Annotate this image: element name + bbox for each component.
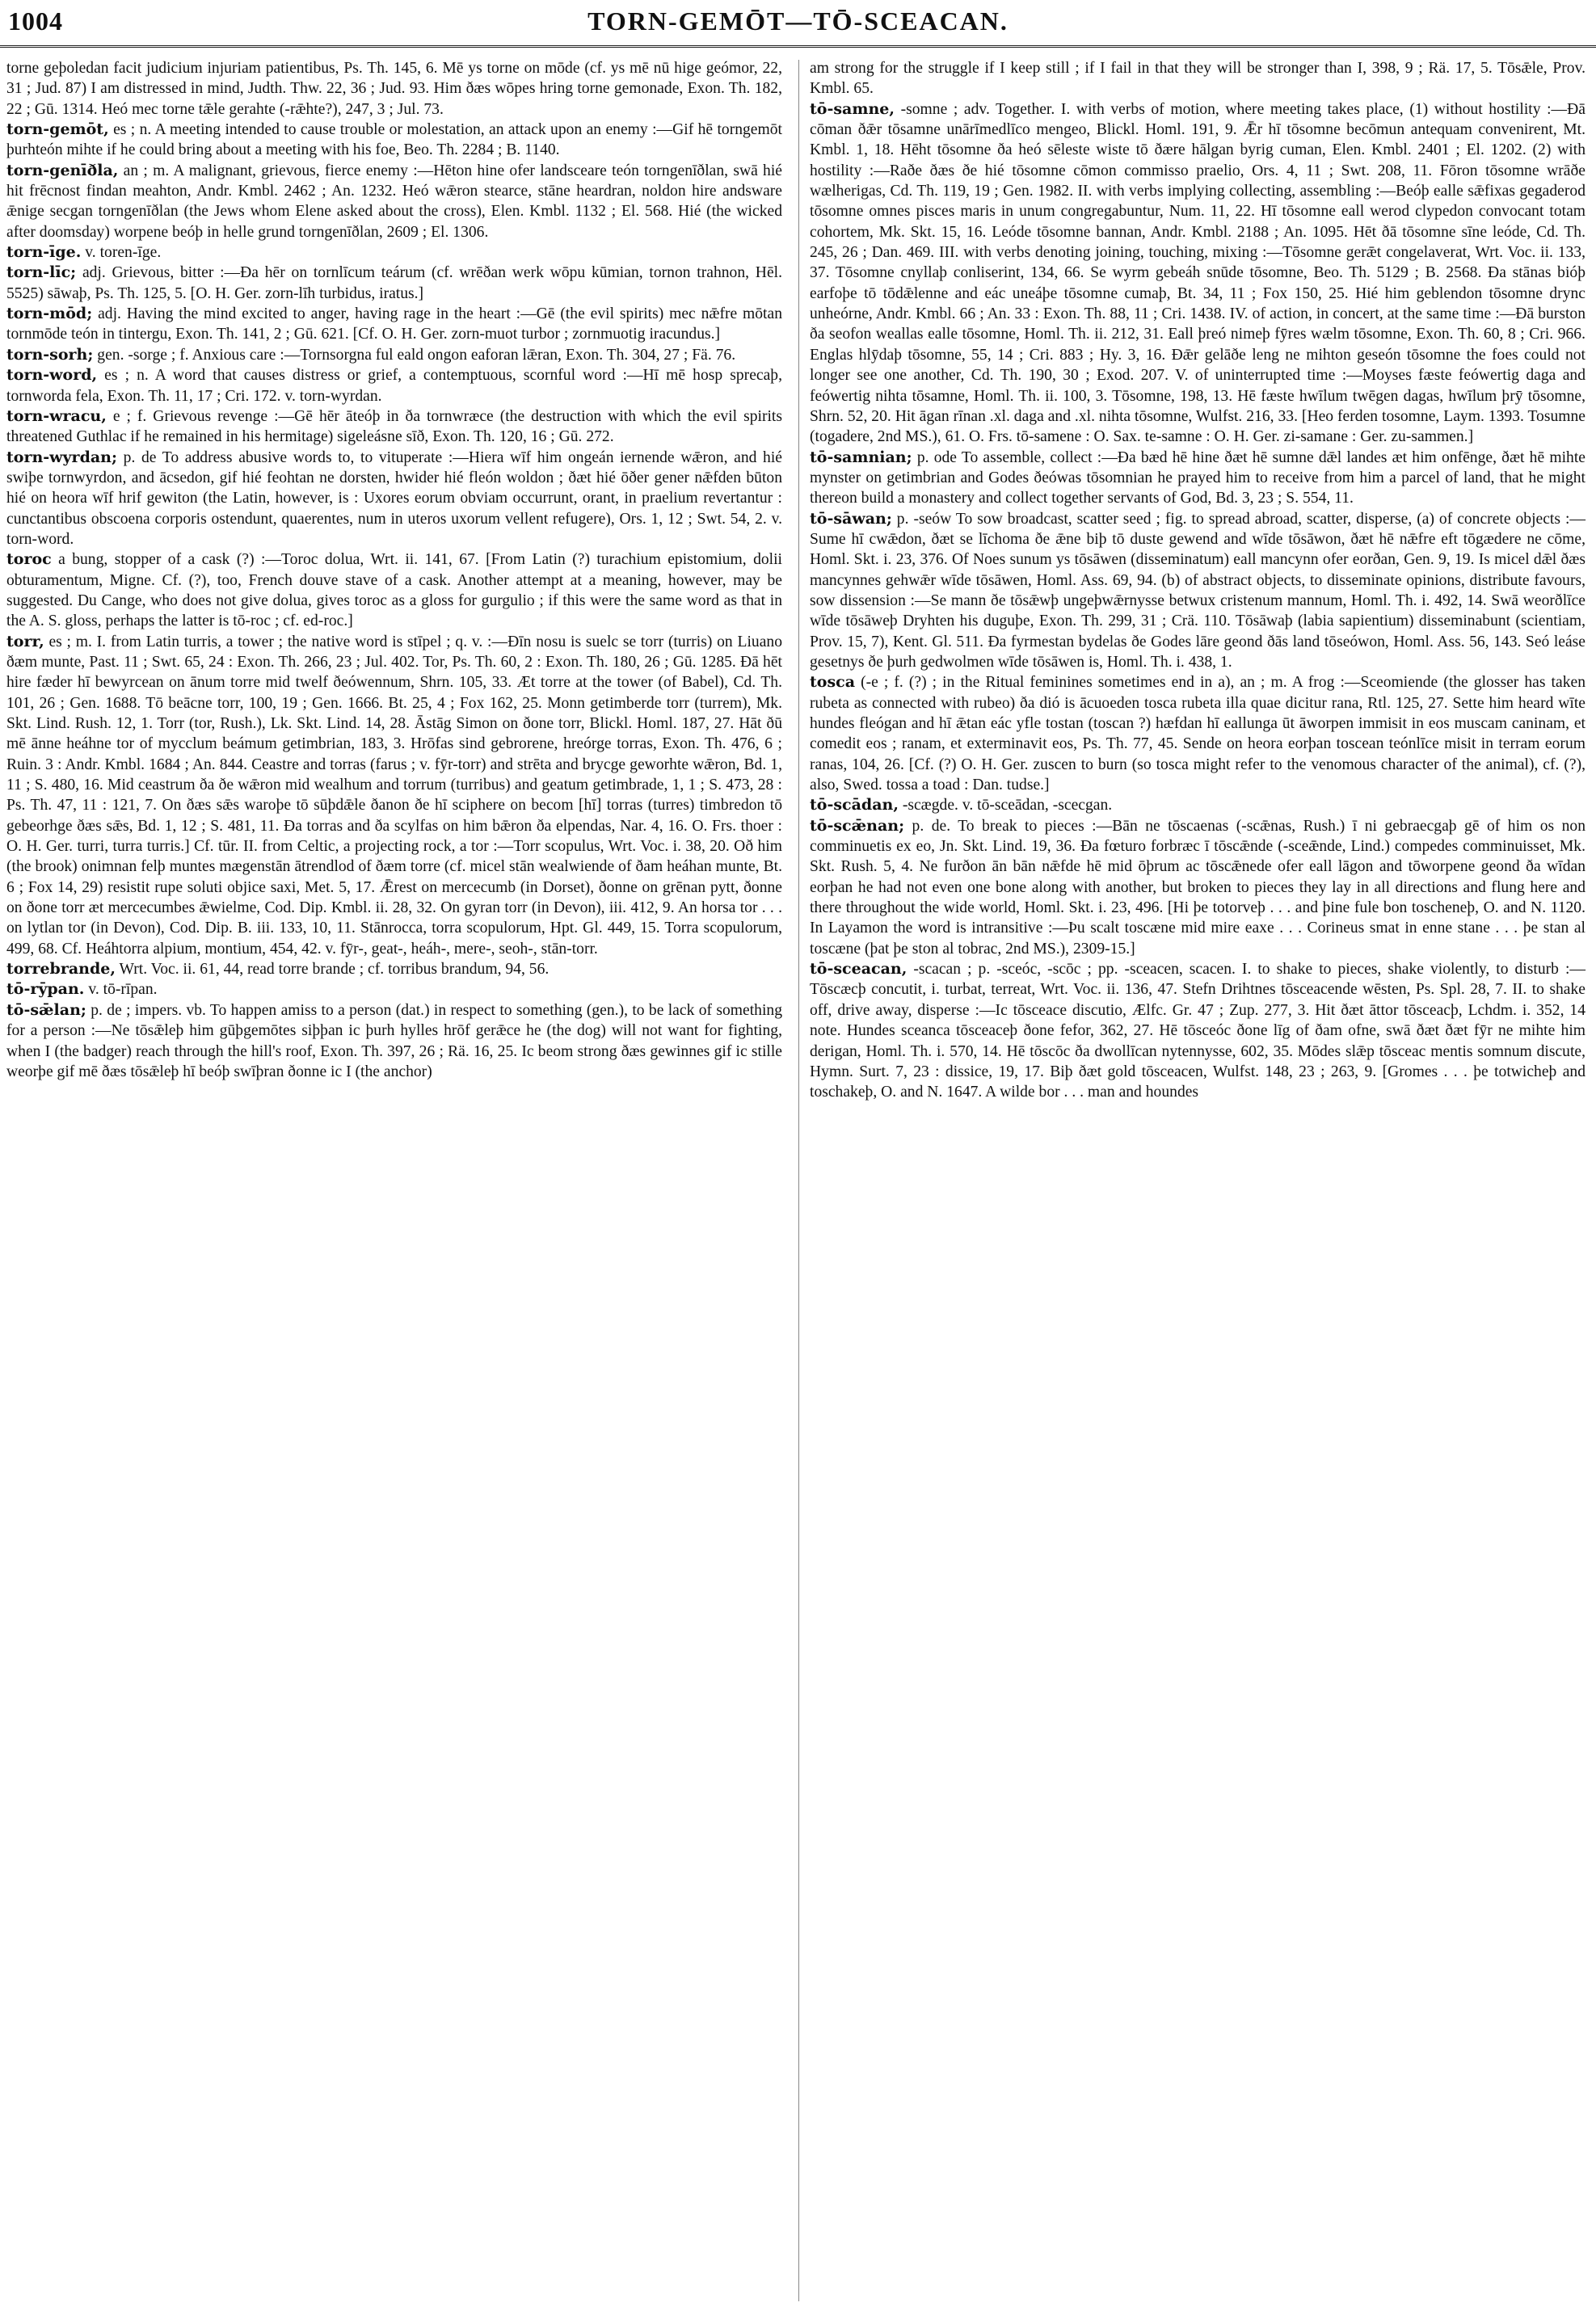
dictionary-entry — [6, 549, 782, 631]
entry-headword: torn-sorh; — [6, 345, 94, 364]
entry-headword: torn-mōd; — [6, 305, 93, 323]
entry-headword: tō-sǣlan; — [6, 1000, 86, 1019]
entry-definition: p. ode To assemble, collect :—Ða bæd hē hine ðæt hē sumne dǣl landes æt him onfēnge, ðæt hē mihte mynster on getimbrian and Godes ðeówas tōsomnian he prayed him to receive from him a parcel of land, that he might thereon build a monastery and collect together servants of God, Bd. 3, 23 ; S. 554, 11. — [810, 448, 1585, 507]
entry-definition: Wrt. Voc. ii. 61, 44, read torre brande ; cf. torribus brandum, 94, 56. — [115, 961, 550, 979]
dictionary-entry — [6, 242, 782, 263]
entry-definition: am strong for the struggle if I keep still ; if I fail in that they will be stronger than I, 398, 9 ; Rä. 17, 5. Tōsǣle, Prov. Kmbl. 65. — [810, 60, 1585, 98]
entry-definition: p. de. To break to pieces :—Bān ne tōscaenas (-scǣnas, Rush.) ī ni gebraecgaþ gē of him os non comminuetis ex eo, Jn. Skt. Lind. 19, 36. Ða fœturo forbræc ī tōscǣnde (-sceǣnde, Lind.) compedes comminuisset, Mk. Skt. Rush. 5, 4. Ne furðon ān bān nǣfde hē mid ōþrum ac tōscǣnede ofer eall lāgon and tōworpene geond ða wīdan eorþan he had not even one bone along with another, but broken to pieces they lay in all directions and flung here and there throughout the wide world, Homl. Skt. i. 23, 496. [Hi þe totorveþ . . . and þine fule bon toscheneþ, O. and N. 1120. In Layamon the word is intransitive :—Þu scalt toscæne mid mire eaxe . . . Corineus smat in enne stane . . . þe stan al toscæne (þat þe ston al tobrac, 2nd MS.), 2309-15.] — [810, 817, 1585, 958]
entry-headword: tō-scādan, — [810, 796, 899, 815]
entry-definition: p. de ; impers. vb. To happen amiss to a person (dat.) in respect to something (gen.), to be lack of something for a person :—Ne tōsǣleþ him gūþgemōtes siþþan ic þurh hylles hrōf gerǣce he (the dog) will not want for fighting, when I (the badger) reach through the hill's roof, Exon. Th. 397, 26 ; Rä. 16, 25. Ic beom strong ðæs gewinnes gif ic stille weorþe gif mē ðæs tōsǣleþ hī beóþ swīþran ðonne ic I (the anchor) — [6, 1001, 782, 1080]
entry-definition: gen. -sorge ; f. Anxious care :—Tornsorgna ful eald ongon eaforan lǣran, Exon. Th. 304, 27 ; Fä. 76. — [93, 346, 736, 364]
dictionary-entry — [6, 161, 782, 242]
entry-definition: adj. Grievous, bitter :—Ða hēr on tornlīcum teárum (cf. wrēðan werk wōpu kūmian, tornon trahnon, Hēl. 5525) sāwaþ, Ps. Th. 125, 5. [O. H. Ger. zorn-līh turbidus, iratus.] — [6, 264, 782, 302]
entry-definition: (-e ; f. (?) ; in the Ritual feminines sometimes end in a), an ; m. A frog :—Sceomiende (the glosser has taken rubeta as connected with rubeo) ða dió is ācuoeden tosca rubeta illa quae dicitur rana, Rtl. 125, 27. Sette him heard wīte hundes fleógan and hī ǣtan eác yfle tostan (toscan ?) hæfdan hī eallunga ūt āworpen immisit in eos muscam caninam, et comedit eos ; ranam, et exterminavit eos, Ps. Th. 77, 45. Sende on heora eorþan toscean teónlīce misit in terram eorum ranas, 104, 26. [Cf. (?) O. H. Ger. zuscen to burn (so tosca might refer to the venomous character of the animal), cf. (?), also, Swed. tossa a toad : Dan. tudse.] — [810, 674, 1585, 794]
entry-headword: tō-sāwan; — [810, 509, 892, 528]
entry-definition: es ; n. A word that causes distress or grief, a contemptuous, scornful word :—Hī mē hosp sprecaþ, tornworda fela, Exon. Th. 11, 17 ; Cri. 172. v. torn-wyrdan. — [6, 367, 782, 405]
dictionary-entry — [6, 120, 782, 161]
entry-headword: tō-rȳpan. — [6, 980, 85, 999]
entry-headword: torrebrande, — [6, 960, 116, 979]
dictionary-entry — [6, 406, 782, 448]
entry-definition: -scacan ; p. -sceóc, -scōc ; pp. -sceacen, scacen. I. to shake to pieces, shake violently, to disturb :—Tōscæcþ concutit, i. turbat, terreat, Wrt. Voc. ii. 136, 47. Stefn Drihtnes tōsceacende wēsten, Ps. Spl. 28, 7. II. to shake off, drive away, disperse :—Ic tōsceace discutio, Ælfc. Gr. 47 ; Zup. 277, 3. Hit ðæt āttor tōsceacþ, Lchdm. i. 352, 14 note. Hundes sceanca tōsceaceþ ðone fefor, 362, 27. Hē tōsceóc ðone līg of ðam ofne, swā ðæt ðæt fȳr ne mihte him derigan, Homl. Th. i. 570, 14. Hē tōscōc ða dwollīcan nytennysse, 602, 35. Mōdes slǣp tōsceac mentis somnum discute, Hymn. Surt. 7, 23 : dissice, 19, 17. Biþ ðæt gold tōsceacen, Wulfst. 148, 23 ; 263, 9. [Gromes . . . þe totwicheþ and toschakeþ, O. and N. 1647. A wilde bor . . . man and houndes — [810, 961, 1585, 1101]
entry-headword: torn-līc; — [6, 263, 77, 282]
right-column — [810, 58, 1585, 1103]
running-head: TORN-GEMŌT—TŌ-SCEACAN. — [587, 6, 1009, 36]
dictionary-entry — [810, 448, 1585, 509]
entry-definition: -somne ; adv. Together. I. with verbs of motion, where meeting takes place, (1) without hostility :—Ðā cōman ðǣr tōsamne unārīmedlīco mengeo, Blickl. Homl. 191, 9. Ǣr hī tōsomne becōmun antequam convenirent, Mt. Kmbl. 1, 18. Hēht tōsomne ða heó sēleste wiste tō ðære hālgan byrig cuman, Elen. Kmbl. 2401 ; El. 1202. (2) with hostility :—Raðe ðæs ðe hié tōsomne cōmon commisso praelio, Ors. 4, 11 ; Swt. 208, 11. Fōron tōsomne wrāðe wælherigas, Cd. Th. 119, 19 ; Gen. 1982. II. with verbs implying collecting, assembling :—Beóþ ealle sǣfixas gegaderod tōsomne omnes pisces maris in unum congregabuntur, Num. 11, 22. Hī tōsomne eall werod clypedon convocant totam cohortem, Mk. Skt. 15, 16. Leóde tōsomne bannan, Andr. Kmbl. 2188 ; An. 1095. Hēt ðā tōsomne sīne leóde, Cd. Th. 245, 26 ; Dan. 469. III. with verbs denoting joining, touching, mixing :—Tōsomne gerǣt congelaverat, Wrt. Voc. ii. 133, 37. Tōsomne cnyllaþ conliserint, 134, 66. Se wyrm gebeáh snūde tōsomne, Beo. Th. 5129 ; B. 2568. Ða stānas bióþ earfoþe tō tōdǣlenne and eác uneáþe tōsomne cumaþ, Bt. 34, 11 ; Fox 150, 25. Hié him geblendon tōsomne drync unheórne, Andr. Kmbl. 66 ; An. 33 : Exon. Th. 88, 11 ; Cri. 1438. IV. of action, in concert, at the same time :—Ðā burston ða seofon weallas ealle tōsomne, Homl. Th. ii. 212, 31. Eall þreó nimeþ fȳres wælm tōsomne, Exon. Th. 60, 8 ; Cri. 966. Englas hlȳdaþ tōsomne, 55, 14 ; Cri. 883 ; Hy. 3, 16. Ðǣr gelāðe leng ne mihton geseón tōsomne the foes could not longer see one another, Cd. Th. 190, 30 ; Exod. 207. V. of uninterrupted time :—Moyses fæste feówertig daga and feówertig nihta tōsamne, Homl. Th. ii. 100, 3. Tōsomne, 198, 13. Hē fæste hwīlum twēgen dagas, hwīlum þrȳ tōsomne, Shrn. 52, 20. Hit āgan rīnan .xl. daga and .xl. nihta tōsomne, Wulfst. 216, 33. [Heo ferden tosomne, Laym. 1393. Tosumne (togadere, 2nd MS.), 61. O. Frs. tō-samene : O. Sax. te-samne : O. H. Ger. zi-samane : Ger. zu-sammen.] — [810, 100, 1585, 446]
dictionary-entry — [6, 448, 782, 550]
entry-headword: torn-gemōt, — [6, 120, 109, 139]
entry-headword: torn-wracu, — [6, 406, 107, 425]
header-rule — [0, 45, 1596, 48]
dictionary-entry — [6, 304, 782, 345]
entry-definition: e ; f. Grievous revenge :—Gē hēr āteóþ in ða tornwræce (the destruction with which the evil spirits threatened Guthlac if he remained in his hermitage) sigeleásne sīð, Exon. Th. 120, 16 ; Gū. 272. — [6, 407, 782, 446]
page-number: 1004 — [8, 6, 63, 36]
dictionary-entry — [810, 509, 1585, 673]
entry-headword: torn-word, — [6, 366, 98, 385]
entry-headword: tō-scǣnan; — [810, 816, 905, 835]
dictionary-entry — [6, 979, 782, 1000]
dictionary-entry — [6, 58, 782, 120]
entry-definition: p. -seów To sow broadcast, scatter seed ; fig. to spread abroad, scatter, disperse, (a) of concrete objects :—Sume hī cwǣdon, ðæt se līchoma ðe ǣne biþ tō duste gewend and wīde tōsāwon, ðæt hē nǣfre eft tōgædere ne cōme, Homl. Skt. i. 23, 376. Of Noes sunum ys tōsāwen (disseminatum) eall mancynn ofer eorðan, Gen. 9, 19. Is micel dǣl ðæs mancynnes gehwǣr wīde tōsāwen, Homl. Ass. 69, 94. (b) of abstract objects, to disseminate opinions, distribute favours, sow dissension :—Se mann ðe tōsǣwþ ungeþwǣrnysse betwux cristenum mannum, Homl. Th. i. 492, 14. Swā weorðlīce wīde tōsāweþ Dryhten his duguþe, Exon. Th. 299, 31 ; Crä. 110. Tōsāwaþ (labia sapientium) disseminabunt (scientiam, Prov. 15, 7), Kent. Gl. 511. Ða fyrmestan bydelas ðe Godes lāre geond ðās land tōseówon, Homl. Ass. 56, 143. Seó leáse gesetnys ðe þurh gedwolmen wīde tōsāwen is, Homl. Th. i. 438, 1. — [810, 510, 1585, 671]
entry-definition: v. toren-īge. — [81, 244, 162, 262]
dictionary-entry — [810, 58, 1585, 99]
entry-definition: an ; m. A malignant, grievous, fierce enemy :—Hēton hine ofer landsceare teón torngenīðlan, swā hié hit frēcnost findan meahton, Andr. Kmbl. 2462 ; An. 1232. Heó wǣron stearce, stāne heardran, noldon hire andsware ǣnige secgan torngenīðlan (the Jews whom Elene asked about the cross), Elen. Kmbl. 1132 ; El. 568. Hié (the wicked after doomsday) worpene beóþ in helle grund torngenīðlan, 2609 ; El. 1306. — [6, 162, 782, 241]
dictionary-entry — [6, 365, 782, 406]
entry-headword: torn-genīðla, — [6, 161, 119, 179]
entry-definition: torne geþoledan facit judicium injuriam patientibus, Ps. Th. 145, 6. Mē ys torne on mōde (cf. ys mē nū hige geómor, 22, 31 ; Jud. 87) I am distressed in mind, Judth. Thw. 22, 36 ; Jud. 93. Him ðæs wōpes hring torne gemonade, Exon. Th. 182, 22 ; Gū. 1314. Heó mec torne tǣle gerahte (-rǣhte?), 247, 3 ; Jul. 73. — [6, 60, 782, 118]
dictionary-entry — [6, 1000, 782, 1082]
entry-headword: tosca — [810, 673, 856, 692]
dictionary-entry — [6, 263, 782, 304]
dictionary-entry — [6, 959, 782, 979]
left-column — [6, 58, 782, 1082]
entry-definition: v. tō-rīpan. — [84, 981, 158, 999]
entry-definition: a bung, stopper of a cask (?) :—Toroc dolua, Wrt. ii. 141, 67. [From Latin (?) turachium epistomium, dolii obturamentum, Migne. Cf. (?), too, French douve stave of a cask. Another attempt at a meaning, however, may be suggested. Du Cange, who does not give dolua, gives toroc as a gloss for gurgulio ; if this were the same word as that in the A. S. gloss, perhaps the latter is tō-roc ; cf. ed-roc.] — [6, 551, 782, 630]
entry-headword: tō-samne, — [810, 99, 895, 118]
dictionary-entry — [810, 672, 1585, 795]
column-divider — [798, 60, 799, 2301]
dictionary-entry — [810, 795, 1585, 815]
dictionary-entry — [6, 345, 782, 365]
dictionary-entry — [810, 959, 1585, 1102]
entry-headword: toroc — [6, 550, 52, 569]
entry-definition: p. de To address abusive words to, to vituperate :—Hiera wīf him ongeán iernende wǣron, and hié swiþe tornwyrdon, and ācsedon, gif hié feohtan ne dorsten, hwider hié fleón woldon ; ðæt hié ōðer gener nǣfden būton hié on heora wīf hrif gewiton (the Latin, however, is : Uxores eorum obviam occurrunt, orant, in praelium revertantur : cunctantibus obscoena corporis ostendunt, quaerentes, num in uteros uxorum vellent refugere), Ors. 1, 12 ; Swt. 54, 2. v. torn-word. — [6, 448, 782, 548]
entry-definition: adj. Having the mind excited to anger, having rage in the heart :—Gē (the evil spirits) mec nǣfre mōtan tornmōde teón in tintergu, Exon. Th. 141, 2 ; Gū. 621. [Cf. O. H. Ger. zorn-muot turbor ; zornmuotig iracundus.] — [6, 305, 782, 343]
dictionary-entry — [810, 99, 1585, 448]
entry-headword: tō-sceacan, — [810, 960, 907, 979]
entry-definition: -scægde. v. tō-sceādan, -scecgan. — [898, 797, 1113, 815]
entry-definition: es ; m. I. from Latin turris, a tower ; the native word is stīpel ; q. v. :—Ðīn nosu is suelc se torr (turris) on Liuano ðæm munte, Past. 11 ; Swt. 65, 24 : Exon. Th. 266, 23 ; Jul. 402. Tor, Ps. Th. 60, 2 : Exon. Th. 180, 26 ; Gū. 1285. Ðā hēt hire fæder hī bewyrcean on ānum torre mid twelf ðeówennum, Shrn. 105, 33. Æt torre at the tower (of Babel), Cd. Th. 101, 26 ; Gen. 1688. Tō beācne torr, 100, 19 ; Gen. 1666. Bt. 25, 4 ; Fox 162, 25. Monn getimberde torr (turrem), Mk. Skt. Lind. Rush. 12, 1. Torr (tor, Rush.), Lk. Skt. Lind. 14, 28. Āstāg Simon on ðone torr, Blickl. Homl. 187, 27. Hāt ðū mē ānne heáhne tor of mycclum beámum getimbrian, 183, 3. Hrōfas sind gebrorene, hreórge torras, Exon. Th. 476, 6 ; Ruin. 3 : Andr. Kmbl. 1684 ; An. 844. Ceastre and torras (farus ; v. fȳr-torr) and strēta and brycge geworhte wǣron, Bd. 1, 11 ; S. 480, 16. Mid ceastrum ða ðe wǣron mid wealhum and torrum (turribus) and geatum getimbrade, 1, 1 ; S. 473, 28 : Ps. Th. 47, 11 : 121, 7. On ðæs sǣs waroþe tō sūþdǣle ðanon ðe hī sciphere on becom [hī] torras (turres) timbredon tō gebeorhge ðæs sǣs, Bd. 1, 12 ; S. 481, 11. Ða torras and ða scylfas on him bǣron ða elpendas, Nar. 4, 16. O. Frs. thoer : O. H. Ger. turri, turra turris.] Cf. tūr. II. from Celtic, a projecting rock, a tor :—Torr scopulus, Wrt. Voc. i. 38, 20. Oð him (the brook) onimnan felþ muntes mægenstān ātrendlod of ðæm torre (cf. micel stān wealwiende of ðam heáhan munte, Bt. 6 ; Fox 14, 29) resistit rupe soluti objice saxi, Met. 5, 17. Ǣrest on mercecumb (in Dorset), ðonne on grēnan pytt, ðonne on ðone torr æt mercecumbes ǣwielme, Cod. Dip. Kmbl. ii. 28, 32. On gyran torr (in Devon), iii. 412, 9. An horsa tor . . . on lytlan tor (in Devon), Cod. Dip. B. iii. 133, 10, 11. Stānrocca, torra scopulorum, Hpt. Gl. 449, 15. Torra scopulorum, 499, 68. Cf. Heáhtorra alpium, montium, 454, 42. v. fȳr-, geat-, heáh-, mere-, seoh-, stān-torr. — [6, 633, 782, 958]
entry-headword: torr, — [6, 632, 44, 650]
entry-headword: tō-samnian; — [810, 448, 912, 466]
entry-definition: es ; n. A meeting intended to cause trouble or molestation, an attack upon an enemy :—Gif hē torngemōt þurhteón mihte if he could bring about a meeting with his foe, Beo. Th. 2284 ; B. 1140. — [6, 121, 782, 159]
dictionary-entry — [810, 816, 1585, 959]
entry-headword: torn-īge. — [6, 243, 82, 262]
entry-headword: torn-wyrdan; — [6, 448, 117, 466]
dictionary-entry — [6, 632, 782, 960]
page-header — [0, 0, 1596, 57]
